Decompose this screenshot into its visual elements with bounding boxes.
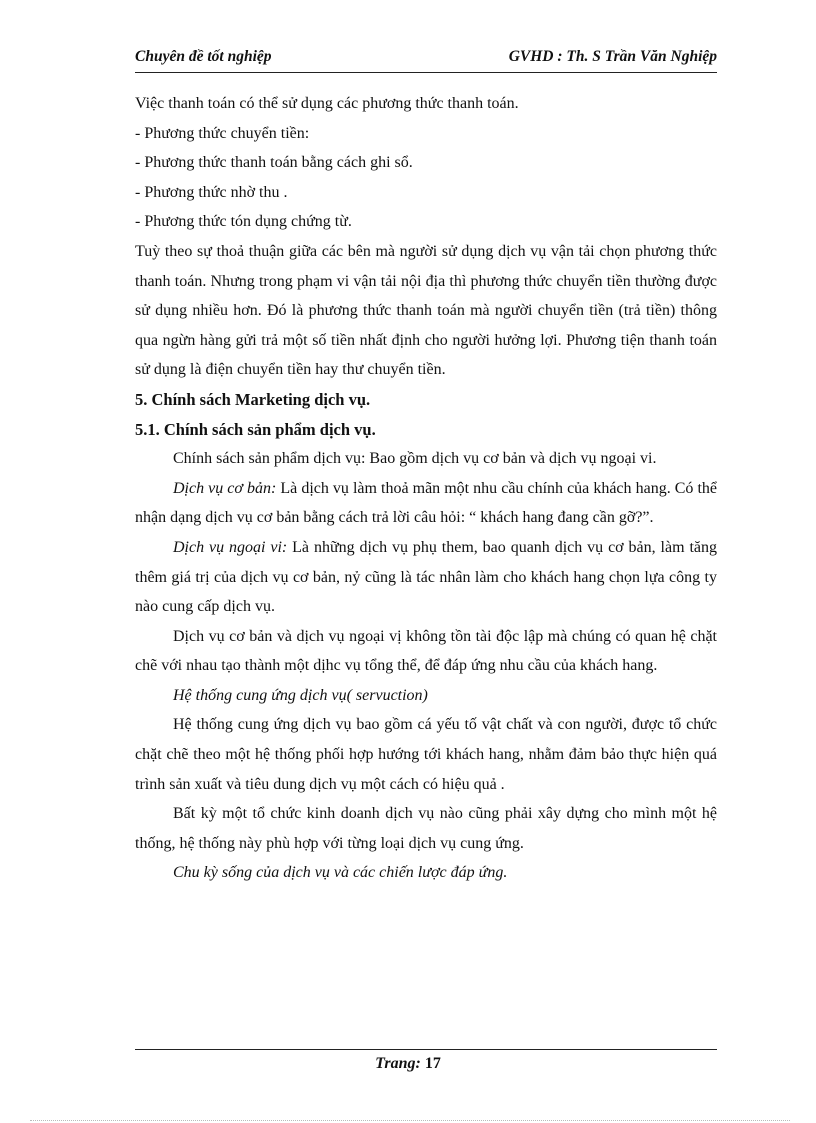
paragraph-peripheral-service bbox=[135, 533, 717, 622]
peripheral-service-text: Là những dịch vụ phụ them, bao quanh dịch vụ cơ bản, làm tăng thêm giá trị của dịch vụ cơ bản, nỷ cũng là tác nhân làm cho khách hang chọn lựa công ty nào cung cấp dịch vụ. bbox=[135, 538, 717, 616]
term-peripheral-service: Dịch vụ ngoại vi: bbox=[173, 538, 288, 556]
header-divider bbox=[135, 72, 717, 73]
paragraph-intro: Việc thanh toán có thể sử dụng các phương thức thanh toán. bbox=[135, 95, 519, 112]
footer-divider bbox=[135, 1049, 717, 1050]
page-header bbox=[135, 48, 717, 66]
core-service-text: Là dịch vụ làm thoả mãn một nhu cầu chính của khách hang. Có thể nhận dạng dịch vụ cơ bản bằng cách trả lời câu hỏi: “ khách hang đang cần gỡ?”. bbox=[135, 479, 718, 527]
page-number: 17 bbox=[424, 1055, 441, 1072]
list-item: - Phương thức thanh toán bằng cách ghi sổ. bbox=[135, 154, 413, 172]
list-item: - Phương thức tón dụng chứng từ. bbox=[135, 213, 352, 231]
paragraph-servuction: Hệ thống cung ứng dịch vụ bao gồm cá yếu tố vật chất và con người, được tổ chức chặt chẽ theo một hệ thống phối hợp hướng tới khách hang, nhằm đảm bảo thực hiện quá trình sản xuất và tiêu dung dịch vụ một cách có hiệu quả . bbox=[135, 716, 717, 793]
paragraph-organization: Bất kỳ một tổ chức kinh doanh dịch vụ nào cũng phải xây dựng cho mình một hệ thống, hệ thống này phù hợp với từng loại dịch vụ cung ứng. bbox=[135, 805, 717, 852]
page-bottom-edge bbox=[30, 1120, 790, 1121]
paragraph-payment: Tuỳ theo sự thoả thuận giữa các bên mà người sử dụng dịch vụ vận tải chọn phương thức thanh toán. Nhưng trong phạm vi vận tải nội địa thì phương thức chuyển tiền thường được sử dụng nhiều hơn. Đó là phương thức thanh toán mà người chuyển tiền (trả tiền) thông qua ngừn hàng gửi trả một số tiền nhất định cho người hưởng lợi. Phương tiện thanh toán sử dụng là điện chuyển tiền hay thư chuyển tiền. bbox=[135, 242, 717, 379]
section-heading-5: 5. Chính sách Marketing dịch vụ. bbox=[135, 389, 371, 409]
paragraph-product-policy: Chính sách sản phẩm dịch vụ: Bao gồm dịch vụ cơ bản và dịch vụ ngoại vi. bbox=[173, 450, 657, 468]
document-body bbox=[135, 89, 717, 888]
header-title: Chuyên đề tốt nghiệp bbox=[135, 48, 272, 65]
section-heading-5-1: 5.1. Chính sách sản phẩm dịch vụ. bbox=[135, 419, 376, 439]
page-footer bbox=[0, 1055, 816, 1073]
list-item: - Phương thức nhờ thu . bbox=[135, 183, 288, 201]
subheading-servuction: Hệ thống cung ứng dịch vụ( servuction) bbox=[173, 686, 428, 704]
term-core-service: Dịch vụ cơ bản: bbox=[173, 479, 277, 497]
paragraph-relationship: Dịch vụ cơ bản và dịch vụ ngoại vị không tồn tài độc lập mà chúng có quan hệ chặt chẽ với nhau tạo thành một dịhc vụ tổng thể, để đáp ứng nhu cầu của khách hang. bbox=[135, 627, 717, 675]
page-label: Trang: bbox=[375, 1055, 421, 1072]
header-advisor: GVHD : Th. S Trần Văn Nghiệp bbox=[508, 48, 717, 65]
subheading-life-cycle: Chu kỳ sống của dịch vụ và các chiến lược đáp ứng. bbox=[173, 864, 508, 882]
paragraph-core-service bbox=[135, 474, 717, 533]
list-item: - Phương thức chuyển tiền: bbox=[135, 124, 310, 142]
